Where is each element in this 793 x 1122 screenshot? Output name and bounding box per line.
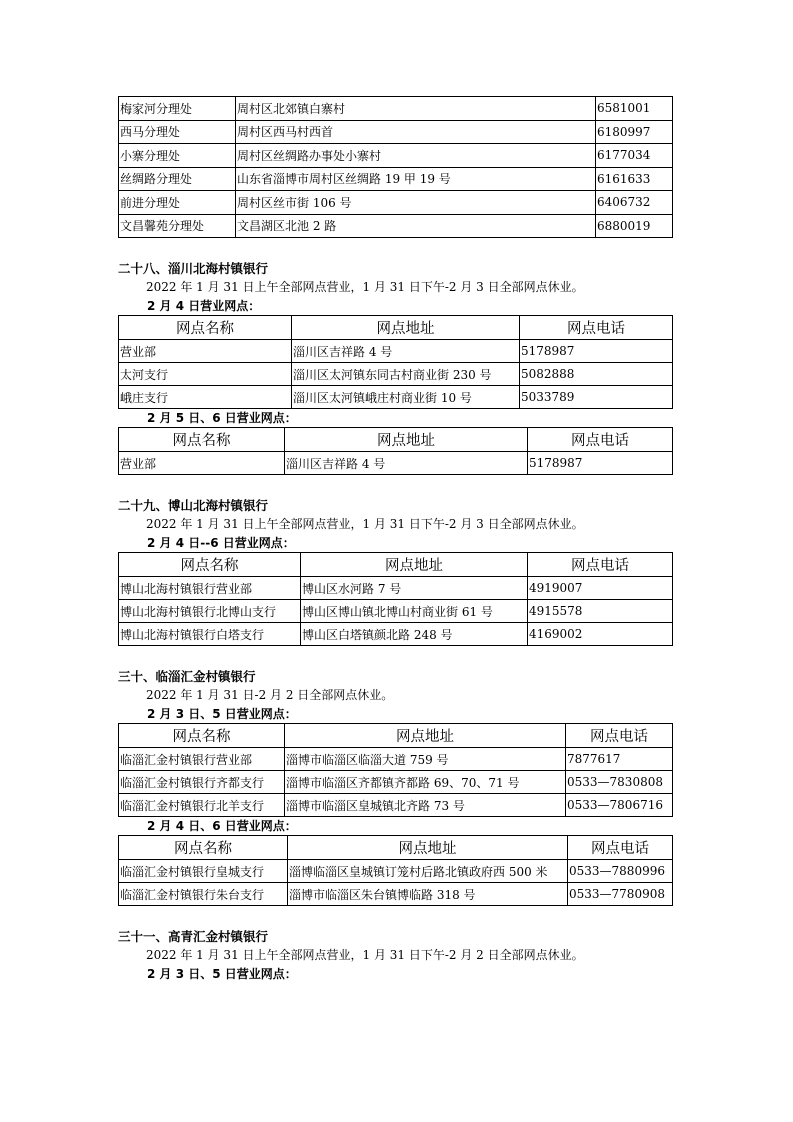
branch-name-cell: 博山北海村镇银行营业部 (119, 577, 301, 600)
table-row (119, 167, 673, 191)
branch-address-cell: 周村区丝绸路办事处小寨村 (236, 144, 596, 168)
branch-address-cell: 淄川区吉祥路 4 号 (285, 452, 528, 475)
section-30-group2-title: 2 月 4 日、6 日营业网点： (147, 819, 297, 833)
table-row (119, 214, 673, 238)
branch-address-cell: 淄川区太河镇峨庄村商业街 10 号 (292, 386, 520, 409)
branch-phone-cell: 6180997 (596, 120, 673, 144)
branch-name-cell: 西马分理处 (119, 120, 236, 144)
table-row (119, 623, 673, 646)
section-28-group1-title: 2 月 4 日营业网点： (147, 299, 261, 313)
branch-name-cell: 博山北海村镇银行北博山支行 (119, 600, 301, 623)
branch-name-cell: 临淄汇金村镇银行齐都支行 (119, 771, 285, 794)
section-31-note: 2022 年 1 月 31 日上午全部网点营业，1 月 31 日下午-2 月 2 日全部网点休业。 (146, 948, 584, 962)
table-row (119, 386, 673, 409)
branch-phone-cell: 5178987 (520, 340, 673, 363)
branch-table-s30-feb4-6 (118, 835, 673, 906)
branch-phone-cell: 5178987 (528, 452, 673, 475)
header-branch-name: 网点名称 (119, 553, 301, 577)
table-row (119, 748, 673, 771)
branch-address-cell: 周村区西马村西首 (236, 120, 596, 144)
branch-name-cell: 营业部 (119, 452, 285, 475)
table-header-row (119, 428, 673, 452)
branch-address-cell: 周村区丝市街 106 号 (236, 191, 596, 215)
branch-phone-cell: 6161633 (596, 167, 673, 191)
branch-address-cell: 博山区博山镇北博山村商业街 61 号 (301, 600, 528, 623)
table-row (119, 120, 673, 144)
branch-address-cell: 周村区北郊镇白寨村 (236, 97, 596, 121)
branch-address-cell: 淄博临淄区皇城镇订笼村后路北镇政府西 500 米 (288, 860, 568, 883)
branch-name-cell: 临淄汇金村镇银行朱台支行 (119, 883, 288, 906)
table-row (119, 340, 673, 363)
branch-table-s28-feb4 (118, 315, 673, 409)
header-branch-phone: 网点电话 (528, 553, 673, 577)
section-28-title: 二十八、淄川北海村镇银行 (118, 261, 269, 276)
branch-name-cell: 临淄汇金村镇银行北羊支行 (119, 794, 285, 817)
table-row (119, 144, 673, 168)
table-header-row (119, 724, 673, 748)
branch-table-s30-feb3-5 (118, 723, 673, 817)
table-row (119, 771, 673, 794)
document-body (118, 96, 672, 983)
section-29-note: 2022 年 1 月 31 日上午全部网点营业，1 月 31 日下午-2 月 3 日全部网点休业。 (146, 517, 584, 531)
table-header-row (119, 316, 673, 340)
branch-phone-cell: 0533—7880996 (568, 860, 673, 883)
branch-phone-cell: 5033789 (520, 386, 673, 409)
table-row (119, 883, 673, 906)
branch-address-cell: 淄博市临淄区齐都镇齐都路 69、70、71 号 (285, 771, 566, 794)
branch-name-cell: 文昌馨苑分理处 (119, 214, 236, 238)
section-28-note: 2022 年 1 月 31 日上午全部网点营业，1 月 31 日下午-2 月 3 日全部网点休业。 (146, 280, 584, 294)
branch-name-cell: 太河支行 (119, 363, 292, 386)
branch-phone-cell: 5082888 (520, 363, 673, 386)
header-branch-phone: 网点电话 (568, 836, 673, 860)
branch-address-cell: 文昌湖区北池 2 路 (236, 214, 596, 238)
branch-table-s28-feb5-6 (118, 427, 673, 475)
branch-address-cell: 淄博市临淄区临淄大道 759 号 (285, 748, 566, 771)
header-branch-address: 网点地址 (288, 836, 568, 860)
branch-name-cell: 小寨分理处 (119, 144, 236, 168)
branch-phone-cell: 6880019 (596, 214, 673, 238)
branch-address-cell: 山东省淄博市周村区丝绸路 19 甲 19 号 (236, 167, 596, 191)
header-branch-name: 网点名称 (119, 836, 288, 860)
section-30-group1-title: 2 月 3 日、5 日营业网点： (147, 707, 297, 721)
branch-table-s27-continued (118, 96, 673, 238)
header-branch-phone: 网点电话 (566, 724, 673, 748)
branch-name-cell: 峨庄支行 (119, 386, 292, 409)
branch-phone-cell: 7877617 (566, 748, 673, 771)
table-row (119, 97, 673, 121)
table-header-row (119, 836, 673, 860)
header-branch-name: 网点名称 (119, 428, 285, 452)
branch-phone-cell: 4169002 (528, 623, 673, 646)
branch-name-cell: 临淄汇金村镇银行营业部 (119, 748, 285, 771)
section-28-group2-title: 2 月 5 日、6 日营业网点： (147, 411, 297, 425)
section-29-group1-title: 2 月 4 日--6 日营业网点： (147, 536, 295, 550)
header-branch-phone: 网点电话 (528, 428, 673, 452)
branch-address-cell: 淄博市临淄区皇城镇北齐路 73 号 (285, 794, 566, 817)
branch-table-s29-feb4-6 (118, 552, 673, 646)
table-row (119, 860, 673, 883)
section-31-group1-title: 2 月 3 日、5 日营业网点： (147, 967, 297, 981)
branch-name-cell: 丝绸路分理处 (119, 167, 236, 191)
branch-phone-cell: 0533—7806716 (566, 794, 673, 817)
branch-name-cell: 博山北海村镇银行白塔支行 (119, 623, 301, 646)
header-branch-name: 网点名称 (119, 316, 292, 340)
branch-phone-cell: 0533—7780908 (568, 883, 673, 906)
branch-phone-cell: 6581001 (596, 97, 673, 121)
branch-phone-cell: 6177034 (596, 144, 673, 168)
branch-address-cell: 淄川区太河镇东同古村商业街 230 号 (292, 363, 520, 386)
branch-name-cell: 梅家河分理处 (119, 97, 236, 121)
header-branch-address: 网点地址 (285, 428, 528, 452)
branch-address-cell: 博山区白塔镇颜北路 248 号 (301, 623, 528, 646)
branch-name-cell: 营业部 (119, 340, 292, 363)
table-row (119, 191, 673, 215)
section-29-title: 二十九、博山北海村镇银行 (118, 498, 269, 513)
table-header-row (119, 553, 673, 577)
table-row (119, 600, 673, 623)
table-row (119, 452, 673, 475)
branch-phone-cell: 6406732 (596, 191, 673, 215)
section-30-title: 三十、临淄汇金村镇银行 (118, 669, 256, 684)
section-30-note: 2022 年 1 月 31 日-2 月 2 日全部网点休业。 (146, 688, 394, 702)
header-branch-address: 网点地址 (292, 316, 520, 340)
branch-address-cell: 博山区水河路 7 号 (301, 577, 528, 600)
table-row (119, 363, 673, 386)
branch-phone-cell: 4915578 (528, 600, 673, 623)
section-31-title: 三十一、高青汇金村镇银行 (118, 929, 269, 944)
branch-phone-cell: 4919007 (528, 577, 673, 600)
table-row (119, 577, 673, 600)
branch-address-cell: 淄川区吉祥路 4 号 (292, 340, 520, 363)
branch-name-cell: 临淄汇金村镇银行皇城支行 (119, 860, 288, 883)
branch-phone-cell: 0533—7830808 (566, 771, 673, 794)
header-branch-address: 网点地址 (285, 724, 566, 748)
branch-name-cell: 前进分理处 (119, 191, 236, 215)
header-branch-address: 网点地址 (301, 553, 528, 577)
table-row (119, 794, 673, 817)
header-branch-phone: 网点电话 (520, 316, 673, 340)
branch-address-cell: 淄博市临淄区朱台镇博临路 318 号 (288, 883, 568, 906)
header-branch-name: 网点名称 (119, 724, 285, 748)
